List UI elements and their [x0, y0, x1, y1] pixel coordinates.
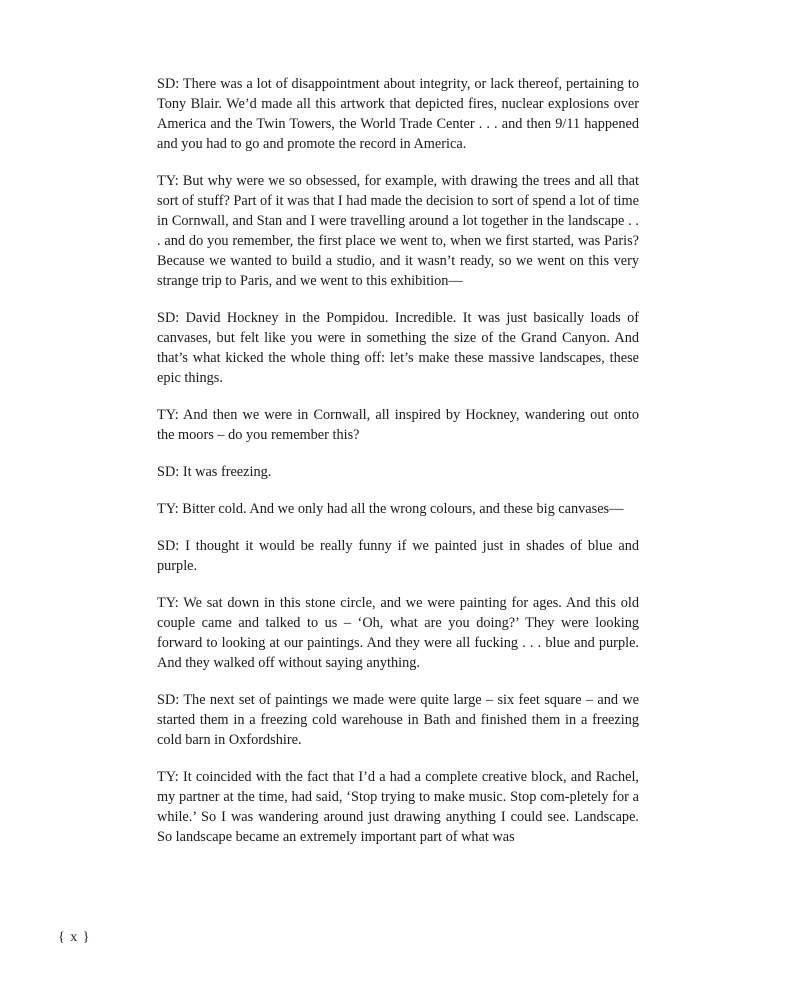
- paragraph-ty-cornwall: TY: And then we were in Cornwall, all inspired by Hockney, wandering out onto the moors – do you remember this?: [157, 407, 639, 443]
- paragraph-ty-creative-block: TY: It coincided with the fact that I’d a had a complete creative block, and Rachel, my partner at the time, had said, ‘Stop trying to make music. Stop com-pletely for a while.’ So I was wandering around just drawing anything I could see. Landscape. So landscape became an extremely important part of what was: [157, 769, 639, 845]
- interview-text: [157, 74, 639, 864]
- paragraph-sd-blue-purple: SD: I thought it would be really funny if we painted just in shades of blue and purple.: [157, 538, 639, 574]
- paragraph-ty-bitter-cold: TY: Bitter cold. And we only had all the wrong colours, and these big canvases—: [157, 501, 624, 517]
- paragraph-sd-paintings: SD: The next set of paintings we made were quite large – six feet square – and we started them in a freezing cold warehouse in Bath and finished them in a freezing cold barn in Oxfordshire.: [157, 692, 639, 748]
- paragraph-sd-integrity: SD: There was a lot of disappointment about integrity, or lack thereof, pertaining to Tony Blair. We’d made all this artwork that depicted fires, nuclear explosions over America and the Twin Towers, the World Trade Center . . . and then 9/11 happened and you had to go and promote the record in America.: [157, 76, 639, 152]
- paragraph-ty-stone-circle: TY: We sat down in this stone circle, and we were painting for ages. And this old couple came and talked to us – ‘Oh, what are you doing?’ They were looking forward to looking at our paintings. And they were all fucking . . . blue and purple. And they walked off without saying anything.: [157, 595, 639, 671]
- paragraph-sd-hockney: SD: David Hockney in the Pompidou. Incredible. It was just basically loads of canvases, but felt like you were in something the size of the Grand Canyon. And that’s what kicked the whole thing off: let’s make these massive landscapes, these epic things.: [157, 310, 639, 386]
- page-number: { x }: [58, 930, 91, 945]
- paragraph-ty-trees: TY: But why were we so obsessed, for example, with drawing the trees and all that sort of stuff? Part of it was that I had made the decision to sort of spend a lot of time in Cornwall, and Stan and I were travelling around a lot together in the landscape . . . and do you remember, the first place we went to, when we first started, was Paris? Because we wanted to build a studio, and it wasn’t ready, so we went on this very strange trip to Paris, and we went to this exhibition—: [157, 173, 639, 289]
- paragraph-sd-freezing: SD: It was freezing.: [157, 464, 272, 480]
